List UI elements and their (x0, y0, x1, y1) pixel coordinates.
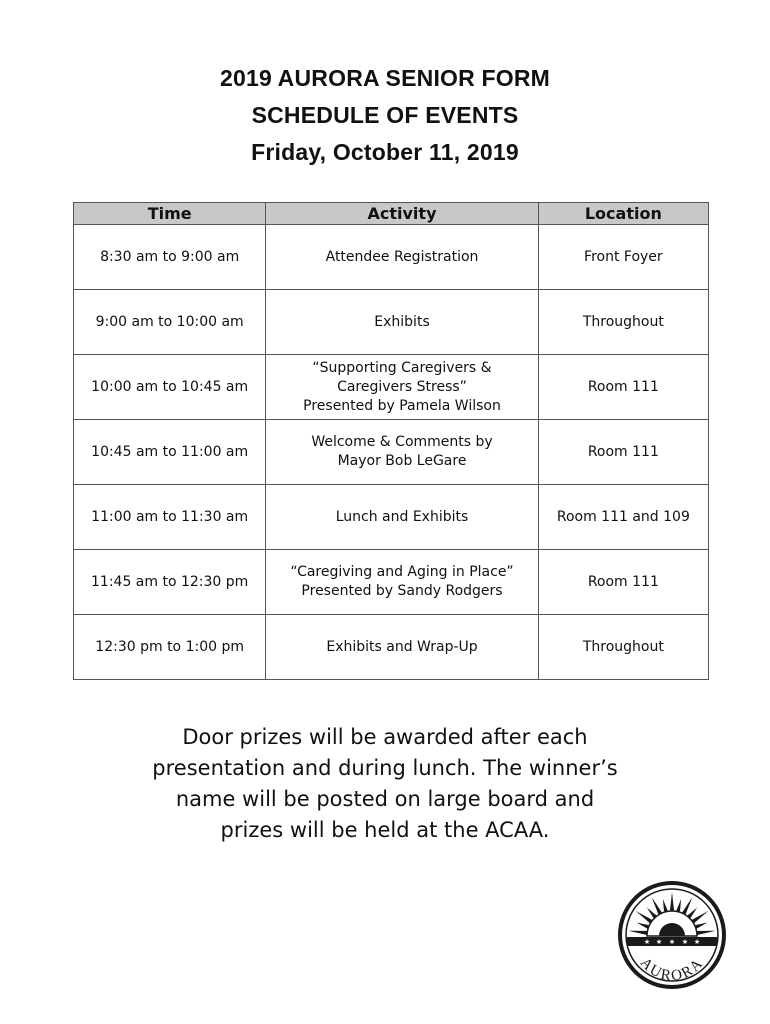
document-title (0, 60, 770, 171)
table-row (74, 225, 709, 290)
sun-ray (670, 892, 674, 912)
svg-text:★: ★ (693, 938, 701, 946)
activity-line: Presented by Sandy Rodgers (301, 583, 503, 599)
svg-text:★: ★ (643, 938, 651, 946)
activity-cell (266, 615, 538, 680)
activity-cell (266, 290, 538, 355)
column-header-time: Time (74, 203, 266, 225)
table-header-row (74, 203, 709, 225)
activity-line: Exhibits (374, 313, 430, 330)
time-cell: 11:45 am to 12:30 pm (74, 550, 266, 615)
table-row (74, 615, 709, 680)
schedule-table (73, 202, 709, 680)
title-line-1: 2019 AURORA SENIOR FORM (219, 65, 551, 91)
time-cell: 10:45 am to 11:00 am (74, 420, 266, 485)
sun-ray (628, 931, 648, 936)
title-line-2: SCHEDULE OF EVENTS (251, 102, 519, 128)
table-row (74, 485, 709, 550)
activity-line: “Supporting Caregivers & (312, 359, 492, 376)
note-line: name will be posted on large board and (175, 787, 595, 811)
column-header-activity: Activity (266, 203, 538, 225)
location-cell: Room 111 and 109 (538, 485, 708, 550)
note-line: Door prizes will be awarded after each (182, 725, 588, 749)
activity-line: “Caregiving and Aging in Place” (290, 564, 514, 580)
time-cell: 12:30 pm to 1:00 pm (74, 615, 266, 680)
title-line-3: Friday, October 11, 2019 (251, 139, 519, 165)
location-cell: Room 111 (538, 355, 708, 420)
time-cell: 8:30 am to 9:00 am (74, 225, 266, 290)
table-row (74, 290, 709, 355)
activity-line: Attendee Registration (325, 248, 479, 265)
activity-cell (266, 420, 538, 485)
time-cell: 9:00 am to 10:00 am (74, 290, 266, 355)
location-cell: Room 111 (538, 550, 708, 615)
activity-line: Caregivers Stress” (337, 378, 467, 395)
location-cell: Front Foyer (538, 225, 708, 290)
table-row (74, 420, 709, 485)
activity-line: Presented by Pamela Wilson (303, 397, 501, 414)
activity-line: Lunch and Exhibits (335, 508, 469, 525)
activity-cell (266, 485, 538, 550)
activity-line: Welcome & Comments by (311, 434, 493, 450)
location-cell: Throughout (538, 615, 708, 680)
table-row (74, 355, 709, 420)
activity-cell (266, 355, 538, 420)
activity-cell (266, 550, 538, 615)
sun-ray (695, 931, 715, 936)
time-cell: 11:00 am to 11:30 am (74, 485, 266, 550)
table-row (74, 550, 709, 615)
svg-text:★: ★ (655, 938, 663, 946)
door-prize-note (120, 722, 650, 846)
note-line: prizes will be held at the ACAA. (220, 818, 550, 842)
logo-text: AURORA (636, 954, 708, 985)
location-cell: Throughout (538, 290, 708, 355)
activity-cell (266, 225, 538, 290)
activity-line: Mayor Bob LeGare (337, 453, 467, 469)
activity-line: Exhibits and Wrap-Up (326, 638, 478, 655)
svg-text:★: ★ (668, 938, 676, 946)
column-header-location: Location (538, 203, 708, 225)
location-cell: Room 111 (538, 420, 708, 485)
aurora-sun-seal-icon (617, 880, 727, 990)
svg-text:★: ★ (681, 938, 689, 946)
note-line: presentation and during lunch. The winner’s (152, 756, 618, 780)
time-cell: 10:00 am to 10:45 am (74, 355, 266, 420)
